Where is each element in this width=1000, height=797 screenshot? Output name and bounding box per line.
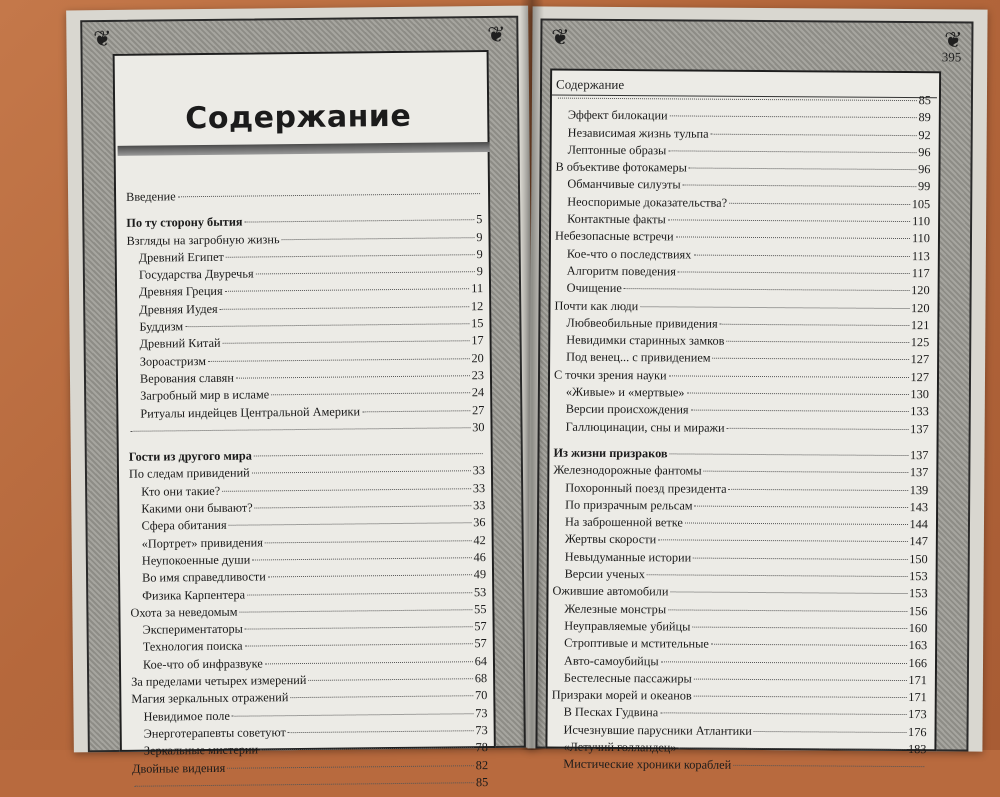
toc-entry-page: 171: [908, 690, 927, 705]
toc-leader-dots: [678, 271, 910, 274]
page-number: 395: [941, 49, 962, 65]
toc-entry-title: Загробный мир в исламе: [140, 387, 270, 403]
toc-leader-dots: [754, 731, 906, 733]
toc-leader-dots: [558, 98, 917, 102]
toc-entry-page: 53: [473, 584, 487, 599]
toc-entry-page: 120: [911, 300, 930, 315]
toc-leader-dots: [704, 471, 908, 473]
toc-leader-dots: [308, 678, 472, 681]
toc-leader-dots: [679, 747, 906, 750]
toc-leader-dots: [247, 592, 472, 595]
toc-entry-title: По призрачным рельсам: [565, 497, 693, 513]
toc-leader-dots: [288, 730, 474, 733]
toc-entry-title: По следам привидений: [128, 465, 250, 482]
page-title: Содержание: [185, 98, 412, 137]
left-page: [66, 6, 536, 789]
toc-entry-title: Очищение: [566, 280, 622, 296]
toc-entry-page: 163: [908, 638, 928, 653]
toc-entry-page: 82: [475, 757, 489, 772]
toc-leader-dots: [640, 306, 909, 309]
toc-leader-dots: [254, 453, 483, 456]
toc-entry: [128, 420, 484, 441]
toc-entry-page: 105: [911, 196, 931, 211]
toc-leader-dots: [265, 661, 473, 664]
toc-entry-title: Авто-самоубийцы: [563, 653, 659, 668]
toc-entry: [132, 775, 488, 796]
toc-leader-dots: [668, 609, 907, 612]
toc-entry-page: 120: [911, 283, 930, 298]
toc-leader-dots: [670, 453, 908, 456]
toc-leader-dots: [252, 557, 471, 560]
toc-entry-title: Версии ученых: [564, 566, 645, 582]
toc-entry-title: Кто они такие?: [141, 483, 221, 499]
toc-leader-dots: [720, 324, 909, 326]
toc-entry-title: На заброшенной ветке: [564, 514, 683, 530]
toc-entry-title: Зеркальные мистерии: [143, 742, 259, 758]
toc-entry-title: Мистические хроники кораблей: [563, 756, 732, 773]
toc-entry: [126, 186, 482, 207]
toc-entry-page: 130: [910, 387, 929, 402]
toc-entry-title: Под венец... с привидением: [566, 350, 711, 366]
toc-entry-page: 9: [476, 264, 483, 279]
toc-entry-page: 20: [471, 350, 484, 365]
toc-leader-dots: [362, 410, 470, 412]
corner-ornament-icon: ❦: [487, 22, 506, 49]
toc-leader-dots: [727, 427, 909, 429]
toc-entry-title: Кое-что о последствиях: [566, 246, 692, 262]
toc-leader-dots: [658, 540, 907, 543]
toc-leader-dots: [670, 116, 917, 119]
toc-entry-title: Любвеобильные привидения: [566, 315, 718, 331]
toc-leader-dots: [271, 392, 470, 395]
book-gutter: [520, 0, 544, 750]
toc-entry-page: 176: [908, 724, 927, 739]
toc-entry-title: Древняя Греция: [139, 284, 223, 300]
toc-entry-page: 78: [475, 740, 488, 755]
toc-entry-page: 139: [909, 482, 929, 497]
toc-entry-title: Невидимки старинных замков: [566, 332, 725, 348]
running-head: Содержание: [556, 76, 625, 93]
toc-entry-title: В Песках Гудвина: [563, 705, 659, 720]
toc-leader-dots: [178, 193, 480, 197]
toc-entry-title: Невыдуманные истории: [564, 549, 692, 565]
toc-entry-page: 156: [908, 603, 928, 618]
toc-entry-page: 23: [471, 368, 485, 383]
toc-entry-page: 46: [473, 550, 486, 565]
toc-leader-dots: [668, 219, 910, 222]
toc-entry-title: Зороастризм: [139, 353, 207, 369]
toc-entry-title: Энерготерапевты советуют: [143, 725, 286, 741]
toc-leader-dots: [647, 574, 907, 577]
toc-entry-page: 33: [472, 480, 486, 495]
toc-entry-title: Ритуалы индейцев Центральной Америки: [140, 403, 361, 421]
toc-entry-page: 147: [909, 534, 928, 549]
toc-entry-page: 150: [909, 551, 928, 566]
toc-leader-dots: [694, 678, 907, 680]
toc-entry-page: 96: [918, 145, 931, 160]
toc-entry-page: 24: [471, 385, 485, 400]
toc-leader-dots: [676, 237, 910, 240]
toc-leader-dots: [693, 557, 907, 559]
toc-entry-title: Строптивые и мстительные: [564, 635, 709, 651]
toc-leader-dots: [691, 410, 909, 413]
toc-entry-page: 173: [908, 707, 927, 722]
toc-entry-page: 55: [474, 601, 487, 617]
toc-leader-dots: [252, 471, 471, 474]
toc-entry-page: 85: [918, 93, 931, 108]
toc-entry-title: Буддизм: [139, 319, 184, 334]
toc-entry-title: Во имя справедливости: [142, 569, 266, 585]
toc-entry-page: 5: [476, 212, 483, 227]
toc-entry-title: За пределами четырех измерений: [131, 672, 307, 689]
toc-entry-title: Похоронный поезд президента: [565, 480, 727, 496]
toc-entry-title: Охота за неведомым: [130, 604, 238, 620]
toc-entry-title: Обманчивые силуэты: [567, 177, 681, 192]
toc-entry-title: Железнодорожные фантомы: [553, 462, 702, 478]
corner-ornament-icon: ❦: [93, 26, 112, 53]
toc-leader-dots: [268, 574, 472, 577]
toc-leader-dots: [685, 523, 908, 526]
toc-entry-page: 171: [908, 672, 927, 687]
toc-entry-title: Ожившие автомобили: [552, 583, 669, 599]
toc-entry-page: 64: [474, 653, 488, 668]
toc-leader-dots: [232, 713, 473, 717]
toc-entry-title: «Портрет» привидения: [141, 535, 263, 551]
toc-entry-title: Кое-что об инфразвуке: [142, 656, 263, 672]
toc-leader-dots: [226, 254, 475, 258]
toc-leader-dots: [265, 540, 472, 543]
toc-entry-page: 33: [472, 498, 486, 513]
right-page: [527, 6, 987, 773]
toc-leader-dots: [670, 592, 907, 595]
toc-leader-dots: [713, 358, 909, 360]
toc-entry-page: 144: [909, 517, 929, 532]
toc-leader-dots: [255, 505, 471, 508]
corner-ornament-icon: ❦: [551, 25, 570, 51]
toc-entry-title: Сфера обитания: [141, 518, 227, 534]
toc-entry-title: С точки зрения науки: [553, 367, 667, 383]
toc-leader-dots: [245, 626, 472, 629]
toc-entry-page: 125: [910, 335, 930, 350]
toc-entry-title: Алгоритм поведения: [566, 263, 676, 279]
toc-entry-page: 127: [910, 352, 930, 367]
toc-leader-dots: [693, 254, 910, 257]
toc-entry-title: Исчезнувшие парусники Атлантики: [563, 722, 752, 738]
toc-entry-page: 143: [909, 499, 929, 515]
toc-entry-page: 127: [910, 369, 930, 384]
toc-entry-page: 12: [470, 298, 484, 313]
toc-entry: [554, 419, 929, 439]
toc-entry-title: Неупокоенные души: [141, 552, 251, 568]
toc-entry-title: Двойные видения: [131, 760, 226, 776]
toc-leader-dots: [661, 661, 907, 664]
toc-leader-dots: [227, 765, 474, 769]
toc-entry-title: «Летучий голландец»: [563, 739, 677, 755]
toc-entry-page: 110: [912, 214, 931, 229]
toc-entry-title: Невидимое поле: [143, 708, 230, 724]
toc-entry-page: 36: [473, 515, 486, 530]
toc-entry-title: Почти как люди: [554, 298, 639, 313]
toc-entry-page: 33: [472, 463, 486, 478]
toc-leader-dots: [245, 219, 475, 222]
toc-entry-title: Железные монстры: [564, 601, 667, 616]
toc-leader-dots: [711, 133, 917, 135]
toc-leader-dots: [185, 323, 469, 327]
toc-entry-page: 153: [909, 586, 928, 601]
toc-entry-title: Небезопасные встречи: [554, 228, 674, 244]
toc-leader-dots: [695, 505, 908, 507]
toc-entry: [551, 757, 926, 777]
toc-entry-title: «Живые» и «мертвые»: [565, 384, 685, 400]
toc-entry-title: Магия зеркальных отражений: [131, 690, 289, 707]
toc-entry-page: 15: [471, 316, 484, 331]
toc-entry-title: Гости из другого мира: [128, 448, 252, 464]
toc-entry-page: 49: [473, 567, 487, 582]
toc-entry-page: 11: [471, 281, 484, 296]
toc-entry-title: Взгляды на загробную жизнь: [126, 231, 280, 248]
toc-leader-dots: [624, 288, 909, 291]
toc-entry-title: Древний Китай: [139, 336, 221, 352]
toc-leader-dots: [222, 488, 471, 492]
toc-entry-page: 96: [918, 162, 931, 177]
toc-entry-title: Технология поиска: [142, 639, 243, 655]
toc-entry-title: Версии происхождения: [565, 402, 689, 417]
toc-leader-dots: [225, 289, 470, 293]
toc-list-left: [126, 186, 488, 796]
toc-leader-dots: [683, 185, 916, 188]
toc-leader-dots: [689, 168, 916, 171]
toc-entry-page: 68: [474, 671, 488, 686]
toc-leader-dots: [223, 341, 470, 345]
toc-entry-page: 99: [918, 179, 931, 194]
toc-entry-title: Независимая жизнь тульпа: [567, 125, 709, 141]
toc-entry-page: 17: [471, 333, 484, 348]
toc-entry-page: 137: [910, 421, 929, 436]
toc-entry-page: 57: [474, 619, 487, 634]
toc-leader-dots: [236, 375, 470, 378]
toc-leader-dots: [729, 488, 908, 490]
toc-entry-page: 137: [909, 465, 929, 480]
toc-entry-page: 113: [911, 248, 930, 263]
toc-entry-title: Галлюцинации, сны и миражи: [565, 419, 725, 435]
toc-entry-title: Верования славян: [139, 370, 234, 386]
toc-entry-title: Древний Египет: [138, 249, 224, 265]
toc-entry-page: 160: [908, 620, 928, 636]
toc-entry-page: 9: [476, 229, 483, 244]
toc-entry-title: Контактные факты: [567, 211, 666, 227]
toc-entry-title: Экспериментаторы: [142, 621, 243, 637]
toc-entry-title: Государства Двуречья: [138, 266, 254, 282]
toc-entry-page: 30: [472, 419, 485, 435]
toc-entry-page: 73: [475, 722, 488, 738]
toc-leader-dots: [711, 644, 907, 646]
toc-entry-title: Из жизни призраков: [553, 445, 668, 461]
toc-leader-dots: [260, 747, 473, 750]
toc-entry-page: 27: [471, 402, 485, 417]
toc-leader-dots: [668, 150, 916, 153]
toc-leader-dots: [229, 523, 472, 527]
toc-entry-page: 110: [911, 231, 931, 246]
toc-entry-title: Древняя Иудея: [139, 301, 218, 317]
toc-list-right: [551, 91, 931, 777]
toc-entry-title: В объективе фотокамеры: [555, 159, 687, 175]
toc-entry-title: Введение: [126, 189, 176, 204]
toc-leader-dots: [256, 271, 475, 274]
toc-entry-page: 183: [907, 742, 927, 757]
toc-leader-dots: [660, 713, 906, 716]
toc-leader-dots: [694, 696, 907, 698]
toc-entry-title: Какими они бывают?: [141, 500, 253, 516]
toc-entry-page: 153: [909, 569, 928, 584]
toc-entry-page: 9: [476, 246, 483, 262]
toc-entry-page: 117: [911, 266, 930, 281]
toc-leader-dots: [220, 306, 469, 310]
toc-entry-title: По ту сторону бытия: [126, 214, 243, 231]
toc-entry-title: Неуправляемые убийцы: [564, 618, 691, 634]
toc-entry-page: 73: [475, 705, 488, 720]
toc-leader-dots: [726, 341, 908, 343]
toc-entry-title: Неоспоримые доказательства?: [567, 194, 728, 210]
toc-entry-page: 166: [908, 655, 928, 670]
toc-leader-dots: [245, 644, 473, 647]
toc-entry-page: 133: [910, 404, 929, 419]
toc-entry-title: Лептонные образы: [567, 142, 667, 158]
toc-entry-page: 137: [909, 448, 929, 463]
toc-leader-dots: [134, 782, 474, 787]
toc-leader-dots: [208, 358, 469, 362]
toc-entry-title: Жертвы скорости: [564, 532, 657, 547]
toc-entry-page: 89: [918, 110, 931, 125]
toc-leader-dots: [686, 393, 908, 396]
toc-entry-page: 57: [474, 636, 487, 651]
corner-ornament-icon: ❦: [944, 28, 963, 54]
toc-entry-title: Призраки морей и океанов: [551, 687, 692, 703]
toc-leader-dots: [692, 626, 906, 628]
toc-leader-dots: [131, 427, 471, 432]
toc-entry-page: 121: [910, 317, 930, 333]
toc-entry-page: 42: [473, 532, 486, 547]
toc-leader-dots: [733, 765, 924, 767]
toc-entry-page: 92: [918, 127, 931, 142]
toc-leader-dots: [669, 375, 909, 378]
toc-entry-page: 85: [475, 774, 489, 789]
toc-leader-dots: [290, 696, 473, 699]
toc-leader-dots: [729, 203, 910, 205]
toc-leader-dots: [239, 609, 472, 612]
toc-entry-title: Физика Карпентера: [142, 587, 246, 603]
toc-entry-page: 70: [474, 688, 488, 703]
toc-entry-title: Эффект билокации: [567, 107, 668, 123]
toc-leader-dots: [282, 237, 475, 240]
toc-entry-title: Бестелесные пассажиры: [563, 670, 692, 686]
